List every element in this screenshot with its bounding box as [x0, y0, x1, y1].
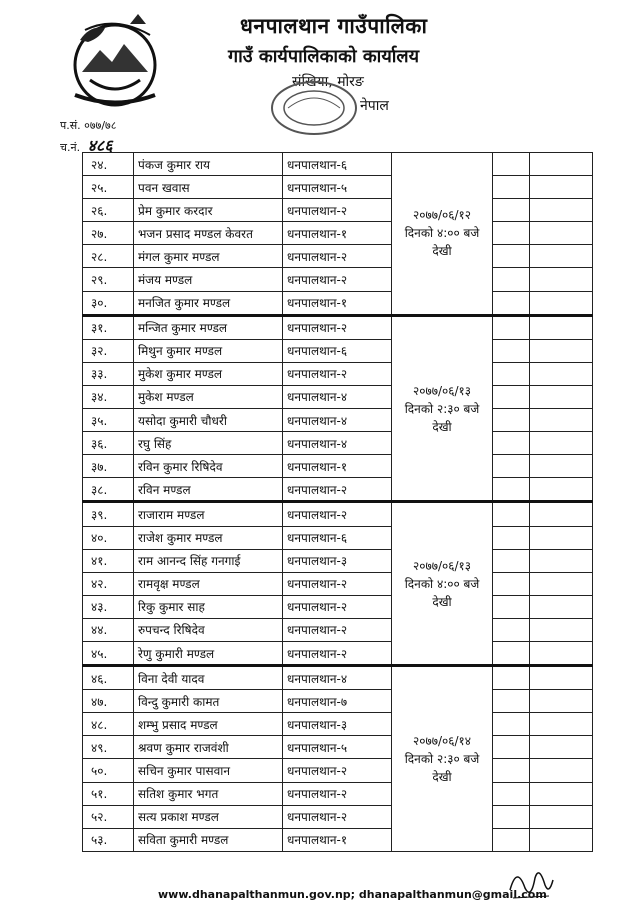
address-cell: धनपालथान-२ — [283, 572, 392, 595]
blank-cell — [493, 641, 530, 665]
blank-cell — [493, 759, 530, 782]
blank-cell — [493, 199, 530, 222]
blank-cell — [530, 478, 593, 502]
table-row — [83, 176, 593, 199]
blank-cell — [493, 666, 530, 690]
office-stamp-icon — [268, 78, 360, 138]
blank-cell — [493, 176, 530, 199]
serial-number-cell: ४०. — [83, 526, 134, 549]
blank-cell — [493, 385, 530, 408]
address-cell: धनपालथान-२ — [283, 478, 392, 502]
address-cell: धनपालथान-६ — [283, 339, 392, 362]
table-row — [83, 315, 593, 339]
schedule-cell — [392, 666, 493, 852]
schedule-suffix: देखी — [432, 594, 452, 609]
table-row — [83, 572, 593, 595]
name-cell: मंगल कुमार मण्डल — [134, 245, 283, 268]
address-cell: धनपालथान-७ — [283, 690, 392, 713]
serial-number-cell: २४. — [83, 153, 134, 176]
serial-number-cell: ४५. — [83, 641, 134, 665]
serial-number-cell: २५. — [83, 176, 134, 199]
address-cell: धनपालथान-२ — [283, 641, 392, 665]
serial-number-cell: ३३. — [83, 362, 134, 385]
letterhead — [0, 0, 625, 155]
blank-cell — [493, 291, 530, 315]
blank-cell — [493, 549, 530, 572]
blank-cell — [530, 362, 593, 385]
dispatch-value: ४८६ — [87, 136, 113, 155]
serial-number-cell: २९. — [83, 268, 134, 291]
table-row — [83, 268, 593, 291]
blank-cell — [493, 478, 530, 502]
address-cell: धनपालथान-४ — [283, 409, 392, 432]
table-row — [83, 245, 593, 268]
blank-cell — [493, 782, 530, 805]
address-cell: धनपालथान-६ — [283, 153, 392, 176]
name-cell: रेणु कुमारी मण्डल — [134, 641, 283, 665]
serial-number-cell: ३२. — [83, 339, 134, 362]
table-row — [83, 690, 593, 713]
blank-cell — [493, 713, 530, 736]
table-row — [83, 478, 593, 502]
name-cell: भजन प्रसाद मण्डल केवरत — [134, 222, 283, 245]
blank-cell — [530, 713, 593, 736]
address-cell: धनपालथान-३ — [283, 549, 392, 572]
name-cell: श्रवण कुमार राजवंशी — [134, 736, 283, 759]
name-cell: रामवृक्ष मण्डल — [134, 572, 283, 595]
blank-cell — [530, 432, 593, 455]
table-row — [83, 199, 593, 222]
address-cell: धनपालथान-२ — [283, 315, 392, 339]
table-row — [83, 362, 593, 385]
table-row — [83, 409, 593, 432]
blank-cell — [530, 759, 593, 782]
name-cell: रविन मण्डल — [134, 478, 283, 502]
blank-cell — [530, 736, 593, 759]
address-cell: धनपालथान-५ — [283, 736, 392, 759]
address-cell: धनपालथान-२ — [283, 618, 392, 641]
blank-cell — [530, 572, 593, 595]
address-cell: धनपालथान-२ — [283, 595, 392, 618]
name-cell: शम्भु प्रसाद मण्डल — [134, 713, 283, 736]
blank-cell — [530, 641, 593, 665]
blank-cell — [493, 315, 530, 339]
name-cell: सतिश कुमार भगत — [134, 782, 283, 805]
schedule-cell — [392, 315, 493, 502]
serial-number-cell: ४१. — [83, 549, 134, 572]
blank-cell — [530, 291, 593, 315]
table-row — [83, 782, 593, 805]
blank-cell — [493, 572, 530, 595]
serial-number-cell: ४९. — [83, 736, 134, 759]
blank-cell — [493, 432, 530, 455]
blank-cell — [493, 736, 530, 759]
name-cell: राम आनन्द सिंह गनगाई — [134, 549, 283, 572]
blank-cell — [493, 409, 530, 432]
schedule-cell — [392, 153, 493, 316]
name-cell: मुकेश कुमार मण्डल — [134, 362, 283, 385]
name-cell: मुकेश मण्डल — [134, 385, 283, 408]
blank-cell — [493, 526, 530, 549]
office-country: नेपाल — [360, 98, 389, 114]
table-row — [83, 805, 593, 828]
blank-cell — [530, 502, 593, 526]
address-cell: धनपालथान-१ — [283, 455, 392, 478]
schedule-date: २०७७/०६/१३ — [412, 383, 471, 398]
serial-number-cell: २६. — [83, 199, 134, 222]
blank-cell — [493, 339, 530, 362]
serial-number-cell: ४६. — [83, 666, 134, 690]
schedule-suffix: देखी — [432, 244, 452, 259]
table-row — [83, 549, 593, 572]
address-cell: धनपालथान-१ — [283, 291, 392, 315]
table-row — [83, 502, 593, 526]
blank-cell — [493, 618, 530, 641]
serial-number-cell: ४७. — [83, 690, 134, 713]
candidate-table — [82, 152, 547, 852]
serial-number-cell: ४३. — [83, 595, 134, 618]
address-cell: धनपालथान-४ — [283, 432, 392, 455]
serial-number-cell: २७. — [83, 222, 134, 245]
nepal-emblem-icon — [60, 10, 170, 115]
serial-number-cell: ३६. — [83, 432, 134, 455]
blank-cell — [493, 222, 530, 245]
table-row — [83, 736, 593, 759]
serial-number-cell: ३९. — [83, 502, 134, 526]
name-cell: मनजित कुमार मण्डल — [134, 291, 283, 315]
schedule-time: दिनको ४:०० बजे — [404, 576, 480, 591]
serial-number-cell: ३१. — [83, 315, 134, 339]
blank-cell — [530, 222, 593, 245]
blank-cell — [530, 176, 593, 199]
blank-cell — [530, 595, 593, 618]
schedule-time: दिनको २:३० बजे — [404, 401, 480, 416]
name-cell: मिथुन कुमार मण्डल — [134, 339, 283, 362]
address-cell: धनपालथान-१ — [283, 222, 392, 245]
blank-cell — [530, 315, 593, 339]
table-row — [83, 291, 593, 315]
address-cell: धनपालथान-२ — [283, 199, 392, 222]
blank-cell — [530, 409, 593, 432]
address-cell: धनपालथान-२ — [283, 245, 392, 268]
address-cell: धनपालथान-१ — [283, 828, 392, 851]
schedule-date: २०७७/०६/१२ — [412, 208, 471, 223]
serial-number-cell: ३४. — [83, 385, 134, 408]
name-cell: सचिन कुमार पासवान — [134, 759, 283, 782]
serial-number-cell: ४८. — [83, 713, 134, 736]
name-cell: रविन कुमार रिषिदेव — [134, 455, 283, 478]
blank-cell — [493, 690, 530, 713]
blank-cell — [493, 805, 530, 828]
schedule-date: २०७७/०६/१३ — [412, 558, 471, 573]
name-cell: राजेश कुमार मण्डल — [134, 526, 283, 549]
blank-cell — [530, 245, 593, 268]
name-cell: सत्य प्रकाश मण्डल — [134, 805, 283, 828]
table-row — [83, 526, 593, 549]
schedule-time: दिनको २:३० बजे — [404, 751, 480, 766]
address-cell: धनपालथान-२ — [283, 268, 392, 291]
blank-cell — [493, 268, 530, 291]
schedule-suffix: देखी — [432, 419, 452, 434]
serial-number-cell: ५१. — [83, 782, 134, 805]
serial-number-cell: ३८. — [83, 478, 134, 502]
name-cell: राजाराम मण्डल — [134, 502, 283, 526]
table-row — [83, 222, 593, 245]
name-cell: यसोदा कुमारी चौधरी — [134, 409, 283, 432]
name-cell: सविता कुमारी मण्डल — [134, 828, 283, 851]
signature-icon — [505, 860, 555, 905]
table-row — [83, 828, 593, 851]
address-cell: धनपालथान-२ — [283, 782, 392, 805]
table-row — [83, 455, 593, 478]
blank-cell — [530, 526, 593, 549]
name-cell: रघु सिंह — [134, 432, 283, 455]
serial-number-cell: ५०. — [83, 759, 134, 782]
blank-cell — [493, 245, 530, 268]
blank-cell — [530, 690, 593, 713]
address-cell: धनपालथान-२ — [283, 362, 392, 385]
blank-cell — [493, 595, 530, 618]
blank-cell — [530, 666, 593, 690]
name-cell: प्रेम कुमार करदार — [134, 199, 283, 222]
serial-number-cell: २८. — [83, 245, 134, 268]
name-cell: रिकु कुमार साह — [134, 595, 283, 618]
serial-number-cell: ३५. — [83, 409, 134, 432]
serial-number-cell: ३७. — [83, 455, 134, 478]
blank-cell — [530, 268, 593, 291]
table-row — [83, 432, 593, 455]
blank-cell — [530, 549, 593, 572]
table-row — [83, 385, 593, 408]
blank-cell — [493, 153, 530, 176]
footer-contact: www.dhanapalthanmun.gov.np; dhanapalthanmun@gmail.com — [158, 888, 547, 901]
address-cell: धनपालथान-२ — [283, 805, 392, 828]
table-row — [83, 595, 593, 618]
address-cell: धनपालथान-२ — [283, 759, 392, 782]
blank-cell — [530, 153, 593, 176]
blank-cell — [493, 828, 530, 851]
serial-number-cell: ४२. — [83, 572, 134, 595]
table-row — [83, 759, 593, 782]
table-row — [83, 153, 593, 176]
dispatch-label: च.नं. — [60, 141, 81, 154]
address-cell: धनपालथान-४ — [283, 666, 392, 690]
name-cell: पंकज कुमार राय — [134, 153, 283, 176]
table-row — [83, 618, 593, 641]
name-cell: विना देवी यादव — [134, 666, 283, 690]
table-row — [83, 713, 593, 736]
serial-number-cell: ३०. — [83, 291, 134, 315]
blank-cell — [530, 618, 593, 641]
table-row — [83, 641, 593, 665]
name-cell: विन्दु कुमारी कामत — [134, 690, 283, 713]
name-cell: रुपचन्द रिषिदेव — [134, 618, 283, 641]
blank-cell — [530, 805, 593, 828]
schedule-date: २०७७/०६/१४ — [412, 733, 471, 748]
blank-cell — [530, 339, 593, 362]
name-cell: मंजय मण्डल — [134, 268, 283, 291]
name-cell: मन्जित कुमार मण्डल — [134, 315, 283, 339]
address-cell: धनपालथान-४ — [283, 385, 392, 408]
blank-cell — [530, 782, 593, 805]
address-cell: धनपालथान-३ — [283, 713, 392, 736]
blank-cell — [530, 385, 593, 408]
blank-cell — [530, 455, 593, 478]
blank-cell — [493, 455, 530, 478]
serial-number-cell: ५२. — [83, 805, 134, 828]
table-row — [83, 666, 593, 690]
blank-cell — [530, 828, 593, 851]
blank-cell — [493, 502, 530, 526]
schedule-time: दिनको ४:०० बजे — [404, 226, 480, 241]
name-cell: पवन खवास — [134, 176, 283, 199]
serial-number-cell: ४४. — [83, 618, 134, 641]
address-cell: धनपालथान-२ — [283, 502, 392, 526]
address-cell: धनपालथान-५ — [283, 176, 392, 199]
address-cell: धनपालथान-६ — [283, 526, 392, 549]
office-address: संखिया, मोरङ — [292, 74, 364, 90]
schedule-suffix: देखी — [432, 769, 452, 784]
office-title: गाउँ कार्यपालिकाको कार्यालय — [228, 46, 420, 67]
municipality-title: धनपालथान गाउँपालिका — [240, 14, 428, 38]
table-row — [83, 339, 593, 362]
blank-cell — [493, 362, 530, 385]
blank-cell — [530, 199, 593, 222]
schedule-cell — [392, 502, 493, 666]
serial-number-cell: ५३. — [83, 828, 134, 851]
reference-number: प.सं. ०७७/७८ — [60, 119, 117, 132]
